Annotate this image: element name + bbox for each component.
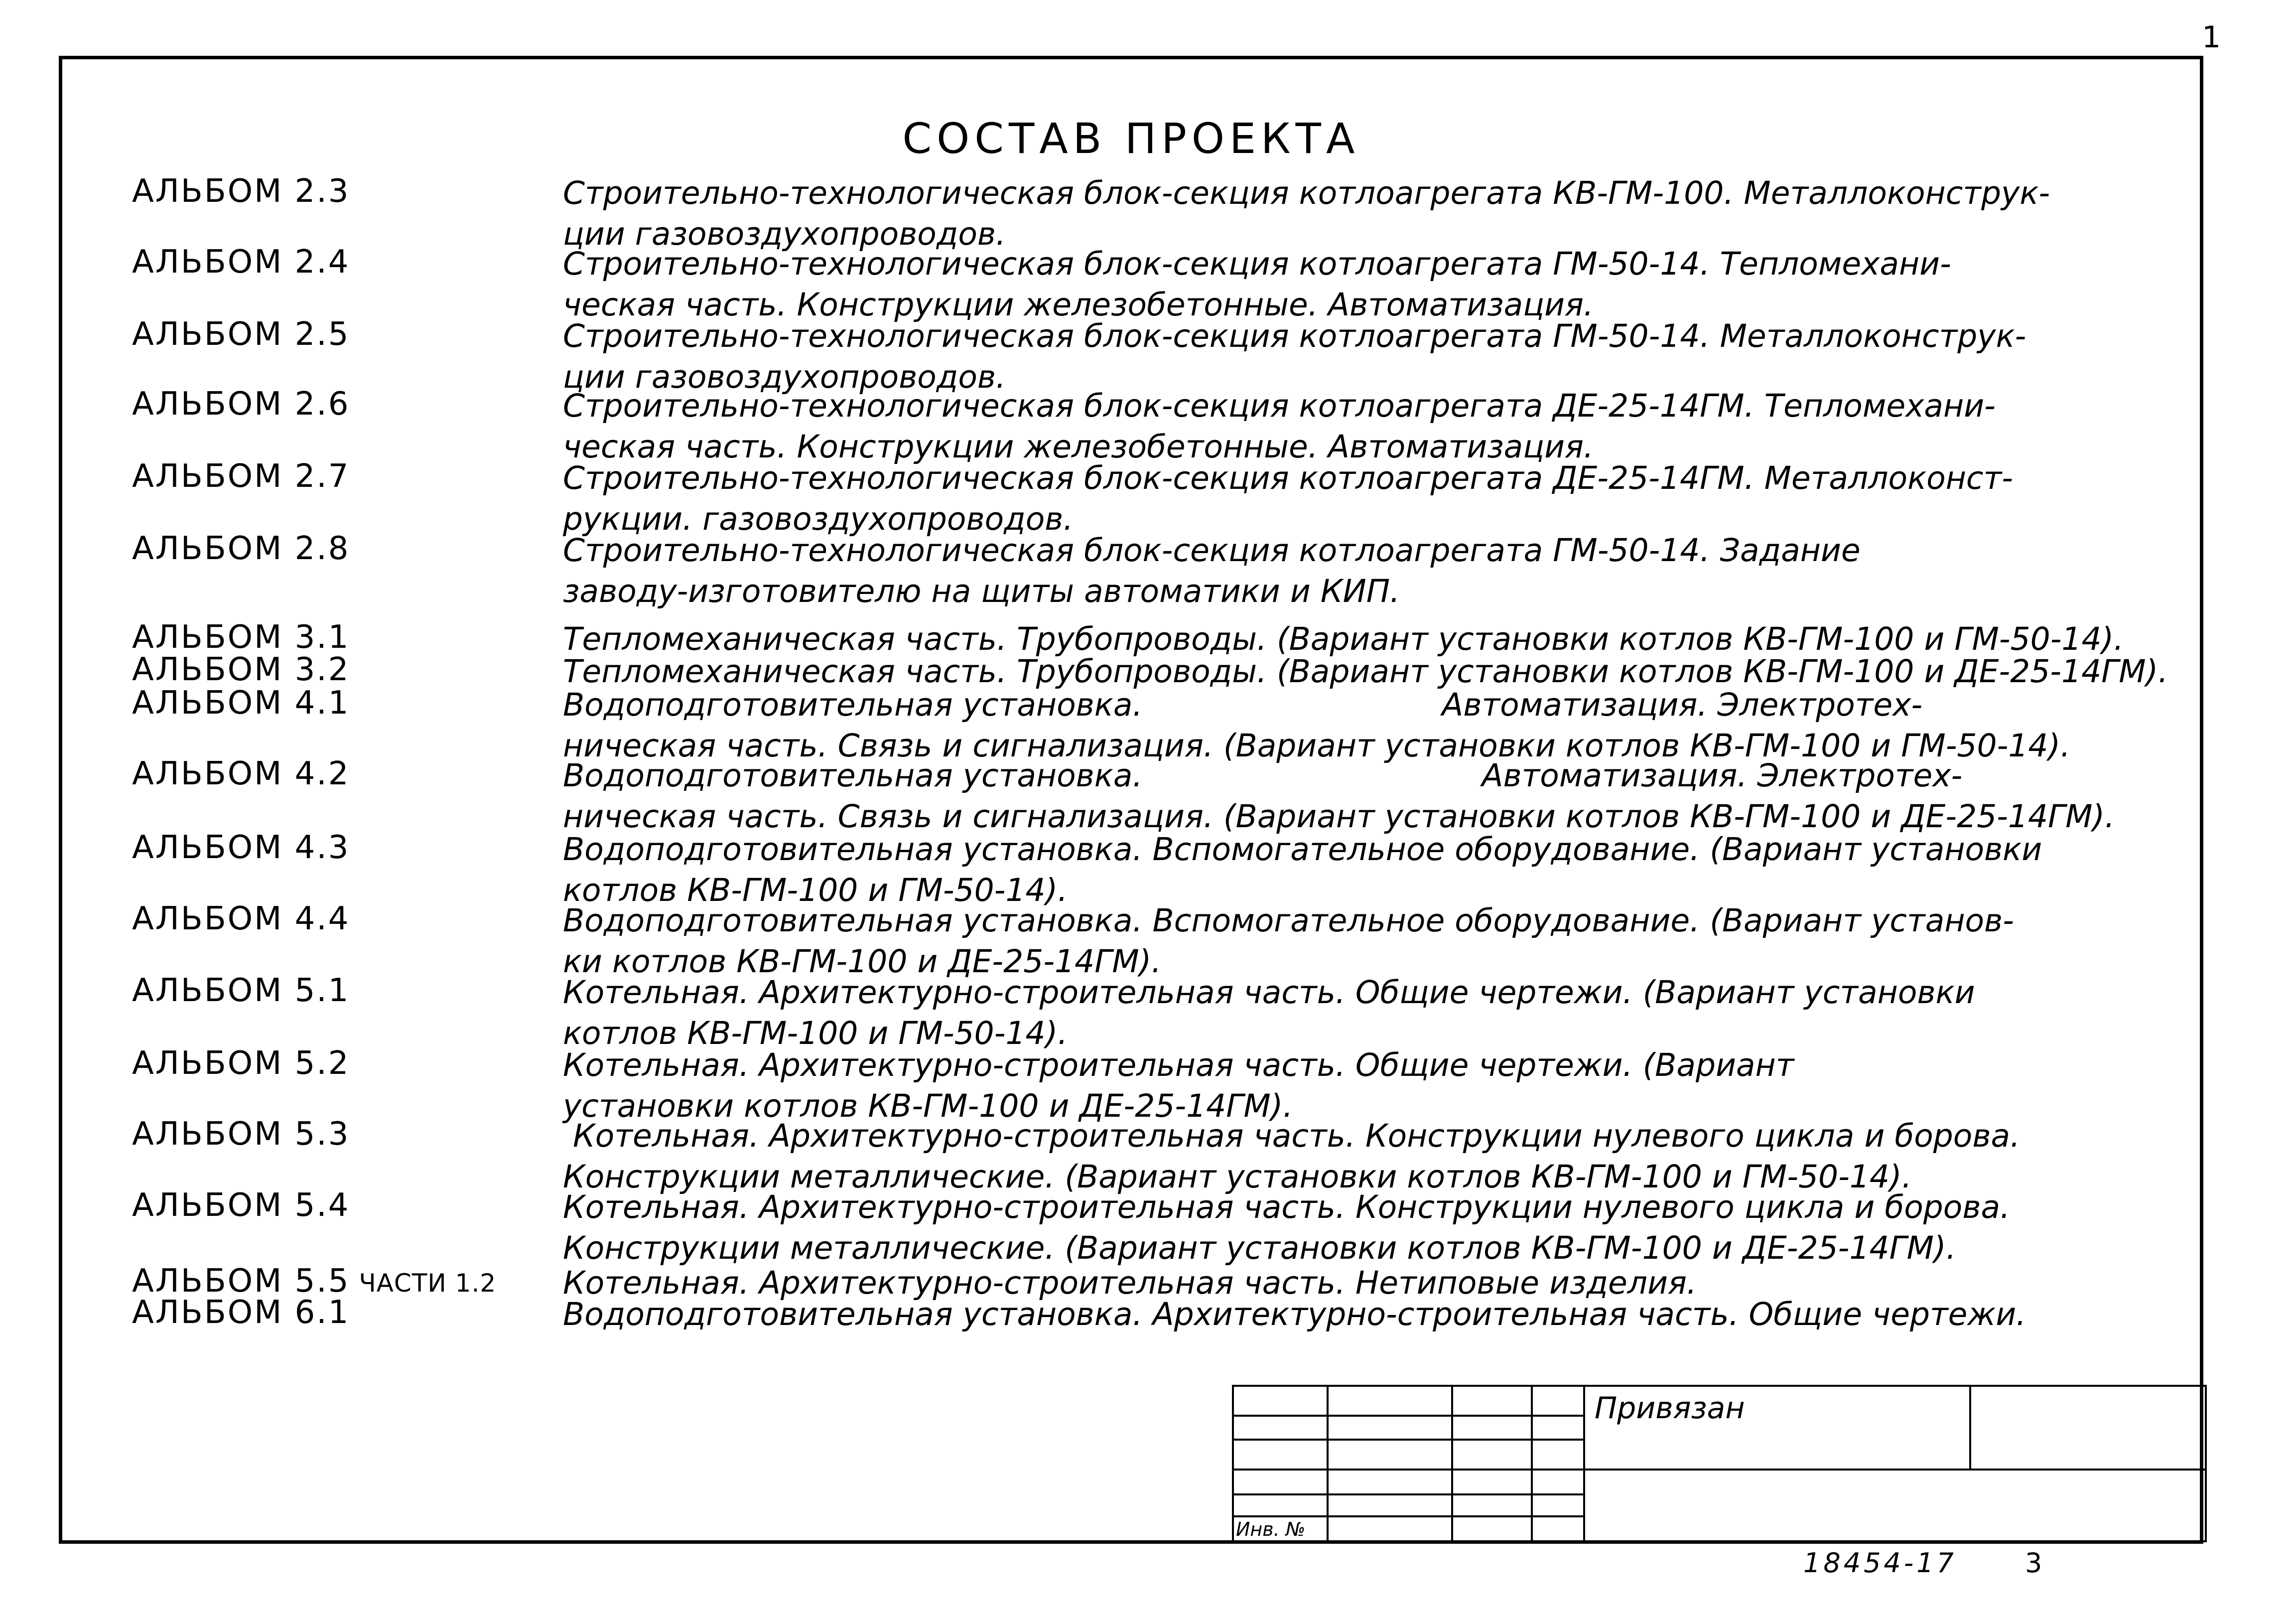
title-block-stamp (1232, 1385, 2207, 1542)
album-description (563, 1187, 2207, 1269)
album-number (132, 1116, 350, 1153)
album-label: АЛЬБОМ 5.2 (132, 1045, 350, 1082)
description-line: ческая часть. Конструкции железобетонные. Автоматизация. (563, 429, 1594, 465)
album-number (132, 619, 350, 656)
album-description (563, 530, 2207, 612)
inventory-number-label: Инв. № (1236, 1518, 1306, 1540)
album-number (132, 685, 350, 722)
album-description (563, 829, 2207, 911)
description-line: установки котлов КВ-ГМ-100 и ДЕ-25-14ГМ). (563, 1088, 1293, 1124)
album-number (132, 900, 350, 937)
description-line: Котельная. Архитектурно-строительная часть. Конструкции нулевого цикла и борова. (563, 1118, 2021, 1154)
album-label: АЛЬБОМ 4.2 (132, 755, 350, 792)
album-label: АЛЬБОМ 3.2 (132, 651, 350, 688)
description-line: Водоподготовительная установка. Автоматизация. Электротех- (563, 757, 1963, 794)
album-label: АЛЬБОМ 6.1 (132, 1294, 350, 1331)
album-label: АЛЬБОМ 3.1 (132, 619, 350, 656)
album-description (563, 972, 2207, 1054)
description-line: Водоподготовительная установка. Архитектурно-строительная часть. Общие чертежи. (563, 1296, 2026, 1332)
album-label: АЛЬБОМ 4.3 (132, 829, 350, 866)
description-line: Строительно-технологическая блок-секция котлоагрегата ГМ-50-14. Тепломехани- (563, 246, 1951, 282)
album-label: АЛЬБОМ 5.5 (132, 1263, 350, 1300)
album-number (132, 972, 350, 1009)
album-number (132, 458, 350, 495)
description-line: Котельная. Архитектурно-строительная часть. Общие чертежи. (Вариант (563, 1047, 1794, 1083)
album-number (132, 1294, 350, 1331)
description-line: Конструкции металлические. (Вариант установки котлов КВ-ГМ-100 и ДЕ-25-14ГМ). (563, 1230, 1956, 1266)
album-number (132, 173, 350, 210)
album-number (132, 530, 350, 567)
album-description (563, 386, 2207, 467)
album-description (563, 244, 2207, 325)
description-line: ки котлов КВ-ГМ-100 и ДЕ-25-14ГМ). (563, 943, 1162, 980)
album-label: АЛЬБОМ 5.1 (132, 972, 350, 1009)
album-number (132, 1187, 350, 1224)
description-line: котлов КВ-ГМ-100 и ГМ-50-14). (563, 872, 1068, 908)
album-label: АЛЬБОМ 4.4 (132, 900, 350, 937)
album-label: АЛЬБОМ 5.3 (132, 1116, 350, 1153)
description-line: Водоподготовительная установка. Автоматизация. Электротех- (563, 687, 1923, 723)
description-line: Тепломеханическая часть. Трубопроводы. (Вариант установки котлов КВ-ГМ-100 и ГМ-50-14). (563, 621, 2124, 657)
album-label: АЛЬБОМ 2.4 (132, 244, 350, 281)
corner-mark: 1 (2202, 20, 2221, 55)
description-line: Строительно-технологическая блок-секция котлоагрегата ДЕ-25-14ГМ. Тепломехани- (563, 388, 1996, 424)
album-description (563, 1116, 2207, 1197)
description-line: Тепломеханическая часть. Трубопроводы. (Вариант установки котлов КВ-ГМ-100 и ДЕ-25-14ГМ). (563, 653, 2168, 690)
album-number (132, 755, 350, 792)
description-line: Строительно-технологическая блок-секция котлоагрегата ГМ-50-14. Металлоконструк- (563, 318, 2026, 354)
description-line: Котельная. Архитектурно-строительная часть. Общие чертежи. (Вариант установки (563, 974, 1975, 1011)
description-line: Строительно-технологическая блок-секция котлоагрегата ГМ-50-14. Задание (563, 532, 1861, 569)
description-line: Конструкции металлические. (Вариант установки котлов КВ-ГМ-100 и ГМ-50-14). (563, 1159, 1912, 1195)
description-line: ческая часть. Конструкции железобетонные. Автоматизация. (563, 287, 1594, 323)
album-label: АЛЬБОМ 5.4 (132, 1187, 350, 1224)
album-label: АЛЬБОМ 4.1 (132, 685, 350, 722)
description-line: рукции. газовоздухопроводов. (563, 501, 1074, 537)
album-parts: ЧАСТИ 1.2 (359, 1269, 497, 1298)
description-line: ническая часть. Связь и сигнализация. (Вариант установки котлов КВ-ГМ-100 и ДЕ-25-14ГМ). (563, 798, 2115, 835)
description-line: Водоподготовительная установка. Вспомогательное оборудование. (Вариант установки (563, 831, 2042, 868)
album-description (563, 685, 2207, 766)
album-number (132, 1045, 350, 1082)
album-description (563, 1045, 2207, 1127)
album-label: АЛЬБОМ 2.6 (132, 386, 350, 423)
album-label: АЛЬБОМ 2.7 (132, 458, 350, 495)
album-number (132, 386, 350, 423)
page-number: 3 (2025, 1547, 2042, 1579)
album-label: АЛЬБОМ 2.8 (132, 530, 350, 567)
bound-label: Привязан (1595, 1391, 1745, 1426)
sheet-code: 18454-17 (1803, 1547, 1957, 1579)
description-line: Водоподготовительная установка. Вспомогательное оборудование. (Вариант установ- (563, 902, 2014, 939)
description-line: ции газовоздухопроводов. (563, 359, 1006, 395)
album-description (563, 173, 2207, 255)
album-label: АЛЬБОМ 2.5 (132, 316, 350, 353)
description-line: заводу-изготовителю на щиты автоматики и КИП. (563, 573, 1400, 609)
album-number (132, 651, 350, 688)
description-line: ническая часть. Связь и сигнализация. (Вариант установки котлов КВ-ГМ-100 и ГМ-50-14). (563, 728, 2071, 764)
description-line: котлов КВ-ГМ-100 и ГМ-50-14). (563, 1015, 1068, 1051)
description-line: Строительно-технологическая блок-секция котлоагрегата ДЕ-25-14ГМ. Металлоконст- (563, 460, 2013, 496)
album-label: АЛЬБОМ 2.3 (132, 173, 350, 210)
drawing-sheet (59, 56, 2203, 1544)
description-line: ции газовоздухопроводов. (563, 216, 1006, 252)
description-line: Котельная. Архитектурно-строительная часть. Нетиповые изделия. (563, 1265, 1697, 1301)
album-number (132, 829, 350, 866)
album-description (563, 900, 2207, 982)
album-number (132, 316, 350, 353)
description-line: Строительно-технологическая блок-секция котлоагрегата КВ-ГМ-100. Металлоконструк- (563, 175, 2050, 211)
album-description (563, 1294, 2207, 1335)
album-number (132, 244, 350, 281)
album-description (563, 755, 2207, 837)
page-title: СОСТАВ ПРОЕКТА (902, 114, 1360, 163)
album-description (563, 458, 2207, 540)
description-line: Котельная. Архитектурно-строительная часть. Конструкции нулевого цикла и борова. (563, 1189, 2011, 1225)
